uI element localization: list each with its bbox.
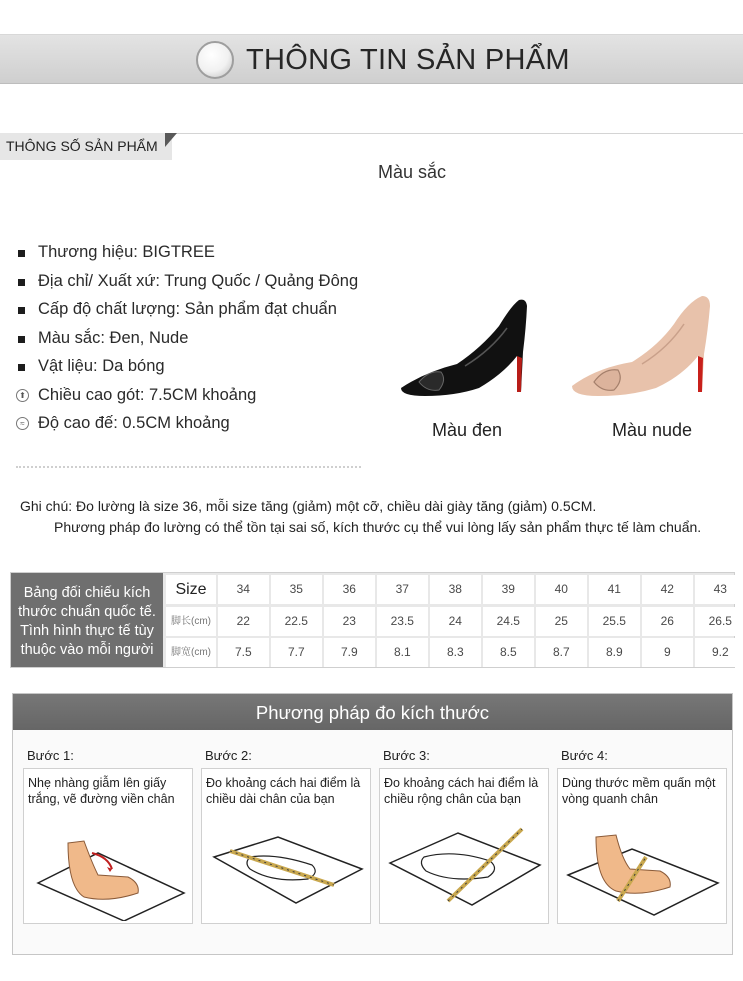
square-bullet-icon: [18, 279, 25, 286]
tab-corner-decoration: [165, 133, 177, 147]
foot-width-cell: 7.7: [271, 638, 322, 667]
foot-width-cell: 8.7: [536, 638, 587, 667]
step-text: Đo khoảng cách hai điểm là chiều dài chân của bạn: [206, 776, 361, 806]
foot-length-cell: 26.5: [695, 607, 743, 636]
foot-width-cell: 8.1: [377, 638, 428, 667]
foot-length-cell: 24: [430, 607, 481, 636]
spec-text: Chiều cao gót: 7.5CM khoảng: [38, 385, 257, 404]
note-line-1: Ghi chú: Đo lường là size 36, mỗi size tăng (giảm) một cỡ, chiều dài giày tăng (giảm) 0.5CM.: [20, 498, 597, 514]
foot-length-cell: 22.5: [271, 607, 322, 636]
title-banner: [0, 34, 743, 84]
step-4: [557, 744, 729, 944]
size-row-label: Size: [166, 575, 216, 604]
sole-icon: ≈: [16, 417, 29, 430]
spec-section-label: THÔNG SỐ SẢN PHẨM: [6, 138, 158, 154]
spec-item-heel-height: [16, 386, 358, 415]
foot-length-cell: 25.5: [589, 607, 640, 636]
size-cell: 38: [430, 575, 481, 604]
spec-item-origin: [16, 272, 358, 301]
spec-item-brand: [16, 243, 358, 272]
foot-tracing-illustration: [28, 813, 190, 921]
method-title: Phương pháp đo kích thước: [255, 702, 490, 723]
size-cell: 41: [589, 575, 640, 604]
foot-length-cell: 22: [218, 607, 269, 636]
nude-pump-image: [568, 290, 716, 402]
foot-length-cell: 24.5: [483, 607, 534, 636]
caption-line: thước chuẩn quốc tế.: [18, 604, 156, 620]
foot-width-cell: 8.3: [430, 638, 481, 667]
note-line-2: Phương pháp đo lường có thể tồn tại sai số, kích thước cụ thể vui lòng lấy sản phẩm thực tế làm chuẩn.: [54, 519, 702, 535]
spec-item-quality: [16, 300, 358, 329]
step-3: [379, 744, 551, 944]
foot-width-cell: 9.2: [695, 638, 743, 667]
square-bullet-icon: [18, 307, 25, 314]
step-box: [379, 768, 549, 924]
circle-icon: [196, 41, 234, 79]
step-label: Bước 4:: [561, 748, 608, 763]
size-cell: 43: [695, 575, 743, 604]
spec-text: Thương hiệu: BIGTREE: [38, 243, 215, 261]
step-2: [201, 744, 373, 944]
step-box: [557, 768, 727, 924]
step-text: Đo khoảng cách hai điểm là chiều rộng chân của bạn: [384, 776, 539, 806]
dotted-divider: [16, 466, 361, 468]
black-pump-image: [395, 292, 535, 402]
foot-length-cell: 25: [536, 607, 587, 636]
foot-length-row-label: 脚长(cm): [166, 607, 216, 636]
caption-line: Tình hình thực tế tùy: [20, 623, 154, 639]
spec-text: Cấp độ chất lượng: Sản phẩm đạt chuẩn: [38, 300, 337, 318]
step-text: Nhẹ nhàng giẫm lên giấy trắng, vẽ đường viền chân: [28, 776, 175, 806]
spec-text: Vật liệu: Da bóng: [38, 357, 165, 375]
page-title: THÔNG TIN SẢN PHẨM: [246, 44, 570, 76]
color-title: Màu sắc: [378, 162, 447, 182]
square-bullet-icon: [18, 336, 25, 343]
step-1: [23, 744, 195, 944]
foot-length-cell: 23: [324, 607, 375, 636]
step-label: Bước 1:: [27, 748, 74, 763]
foot-width-cell: 8.9: [589, 638, 640, 667]
caption-line: Bảng đối chiếu kích: [23, 585, 151, 601]
size-table-caption: [11, 573, 163, 667]
size-cell: 34: [218, 575, 269, 604]
nude-color-label: Màu nude: [612, 420, 693, 440]
spec-item-material: [16, 357, 358, 386]
size-cell: 39: [483, 575, 534, 604]
spec-item-colors: [16, 329, 358, 358]
step-text: Dùng thước mềm quấn một vòng quanh chân: [562, 776, 716, 806]
spec-list: [16, 243, 358, 443]
foot-width-cell: 8.5: [483, 638, 534, 667]
foot-width-cell: 7.9: [324, 638, 375, 667]
step-box: [201, 768, 371, 924]
step-box: [23, 768, 193, 924]
step-label: Bước 3:: [383, 748, 430, 763]
foot-length-cell: 23.5: [377, 607, 428, 636]
foot-length-cell: 26: [642, 607, 693, 636]
square-bullet-icon: [18, 250, 25, 257]
black-color-label: Màu đen: [432, 420, 503, 440]
heel-icon: ⬆: [16, 389, 29, 402]
spec-text: Màu sắc: Đen, Nude: [38, 328, 189, 347]
size-table: [10, 572, 735, 668]
foot-width-row-label: 脚宽(cm): [166, 638, 216, 667]
foot-wrap-illustration: [562, 813, 724, 921]
size-cell: 36: [324, 575, 375, 604]
measurement-method-panel: [12, 693, 733, 955]
spec-text: Độ cao đế: 0.5CM khoảng: [38, 414, 230, 432]
size-cell: 37: [377, 575, 428, 604]
caption-line: thuộc vào mỗi người: [20, 642, 154, 658]
spec-item-sole-height: [16, 414, 358, 443]
foot-width-cell: 9: [642, 638, 693, 667]
square-bullet-icon: [18, 364, 25, 371]
spec-section-tab: [0, 133, 172, 160]
step-label: Bước 2:: [205, 748, 252, 763]
spec-text: Địa chỉ/ Xuất xứ: Trung Quốc / Quảng Đông: [38, 271, 359, 290]
size-cell: 42: [642, 575, 693, 604]
method-header: [13, 694, 732, 730]
length-measure-illustration: [206, 813, 368, 921]
size-cell: 35: [271, 575, 322, 604]
size-cell: 40: [536, 575, 587, 604]
foot-width-cell: 7.5: [218, 638, 269, 667]
width-measure-illustration: [384, 813, 546, 921]
